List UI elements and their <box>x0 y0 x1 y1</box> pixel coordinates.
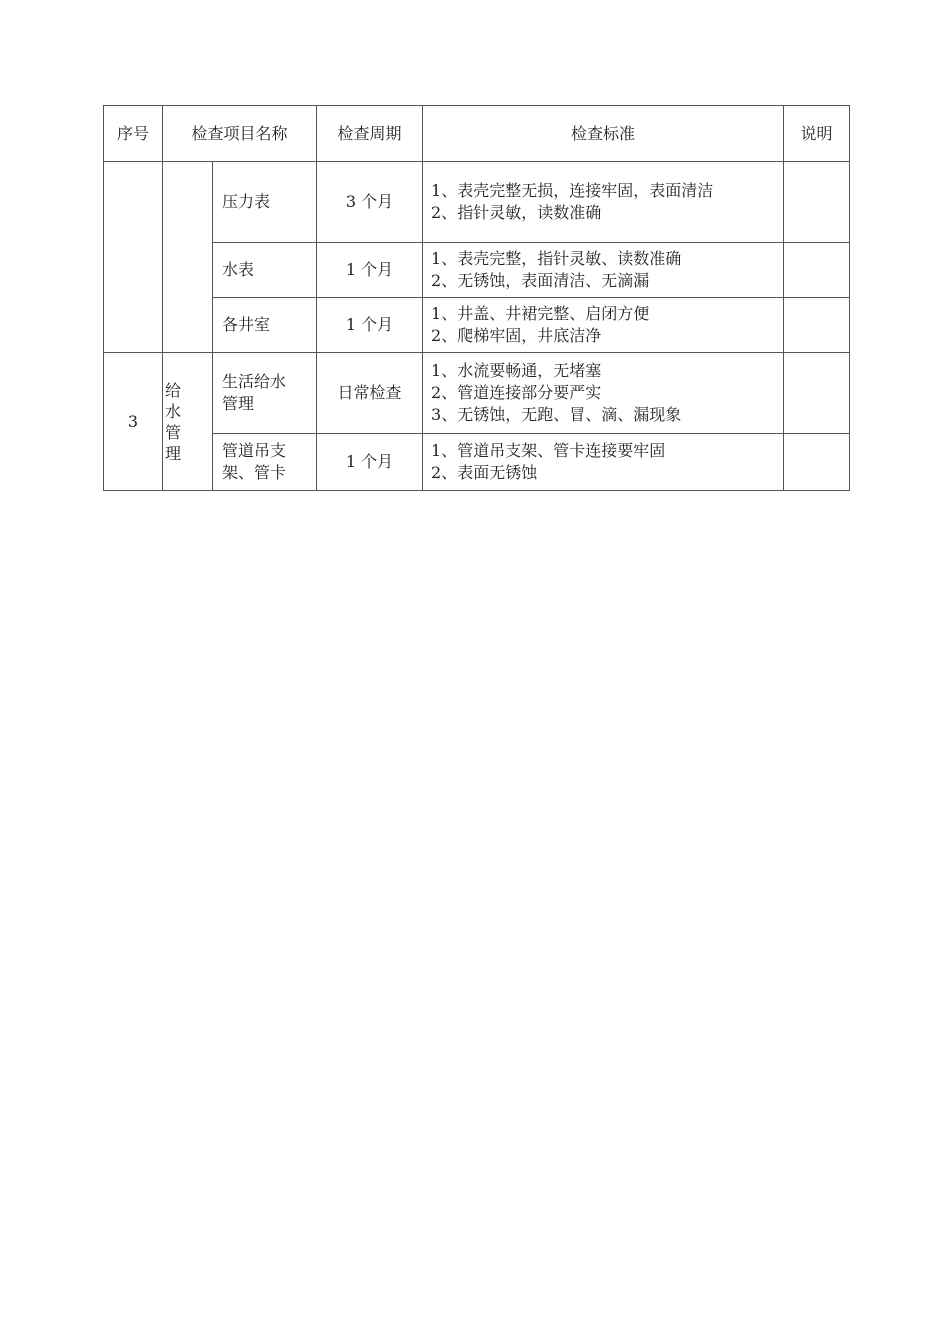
category-char: 给 <box>165 380 182 400</box>
header-note: 说明 <box>784 106 850 162</box>
table-header-row <box>104 106 850 162</box>
table-row <box>104 353 850 434</box>
seq-cell-empty <box>104 162 163 353</box>
standard-line: 2、无锈蚀，表面清洁、无滴漏 <box>431 271 650 290</box>
category-char: 管 <box>165 422 182 442</box>
item-line: 管道吊支 <box>222 441 287 460</box>
table-row <box>104 162 850 243</box>
note-cell <box>784 162 850 243</box>
header-cycle: 检查周期 <box>317 106 423 162</box>
inspection-table <box>103 105 850 491</box>
standard-cell <box>423 434 784 491</box>
category-char: 理 <box>165 443 182 463</box>
standard-cell <box>423 353 784 434</box>
item-line: 管理 <box>222 394 255 413</box>
standard-line: 1、管道吊支架、管卡连接要牢固 <box>431 441 666 460</box>
table-row <box>104 298 850 353</box>
standard-line: 2、指针灵敏，读数准确 <box>431 203 602 222</box>
item-cell: 水表 <box>213 243 317 298</box>
standard-line: 3、无锈蚀，无跑、冒、滴、漏现象 <box>431 405 682 424</box>
item-cell <box>213 434 317 491</box>
cycle-cell: 1 个月 <box>317 243 423 298</box>
item-cell: 各井室 <box>213 298 317 353</box>
table-row <box>104 434 850 491</box>
header-item-name: 检查项目名称 <box>163 106 317 162</box>
category-char: 水 <box>165 401 182 421</box>
standard-line: 2、管道连接部分要严实 <box>431 383 602 402</box>
item-cell: 压力表 <box>213 162 317 243</box>
standard-line: 2、爬梯牢固，井底洁净 <box>431 326 602 345</box>
cycle-cell: 1 个月 <box>317 298 423 353</box>
item-line: 生活给水 <box>222 372 287 391</box>
cycle-cell: 日常检查 <box>317 353 423 434</box>
note-cell <box>784 243 850 298</box>
table-row <box>104 243 850 298</box>
header-seq: 序号 <box>104 106 163 162</box>
standard-cell <box>423 243 784 298</box>
standard-cell <box>423 298 784 353</box>
header-standard: 检查标准 <box>423 106 784 162</box>
standard-line: 1、表壳完整无损，连接牢固，表面清洁 <box>431 181 714 200</box>
note-cell <box>784 298 850 353</box>
category-cell <box>163 353 213 491</box>
seq-cell: 3 <box>104 353 163 491</box>
note-cell <box>784 434 850 491</box>
cycle-cell: 1 个月 <box>317 434 423 491</box>
standard-line: 2、表面无锈蚀 <box>431 463 538 482</box>
item-cell <box>213 353 317 434</box>
note-cell <box>784 353 850 434</box>
standard-line: 1、水流要畅通，无堵塞 <box>431 361 602 380</box>
category-cell-empty <box>163 162 213 353</box>
cycle-cell: 3 个月 <box>317 162 423 243</box>
standard-line: 1、井盖、井裙完整、启闭方便 <box>431 304 650 323</box>
item-line: 架、管卡 <box>222 463 287 482</box>
standard-line: 1、表壳完整，指针灵敏、读数准确 <box>431 249 682 268</box>
standard-cell <box>423 162 784 243</box>
